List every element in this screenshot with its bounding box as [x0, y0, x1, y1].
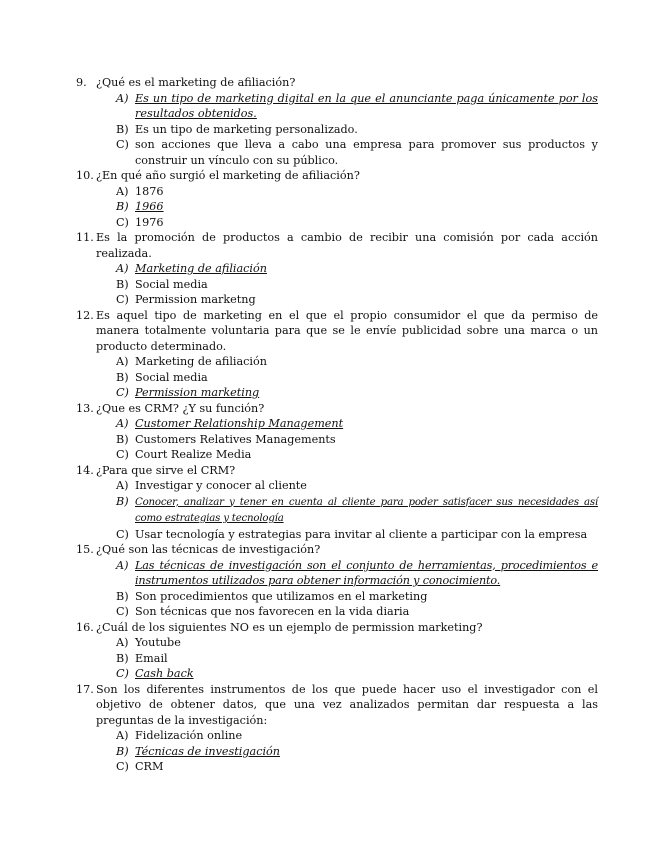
question-item: [76, 463, 598, 479]
question-number: 12.: [76, 308, 94, 322]
option-letter: A): [116, 355, 129, 368]
option-text: son acciones que lleva a cabo una empresa para promover sus productos y construir un vínculo con su público.: [135, 138, 598, 167]
option-text: Son técnicas que nos favorecen en la vida diaria: [135, 605, 410, 618]
option-text: Permission marketng: [135, 293, 256, 306]
option-letter: C): [116, 605, 129, 618]
answer-options: [76, 91, 655, 169]
question-block: [0, 230, 655, 308]
question-item: [76, 308, 598, 355]
question-number: 9.: [76, 76, 87, 89]
question-block: [0, 401, 655, 463]
answer-option-correct: [76, 666, 598, 682]
option-letter: C): [116, 293, 129, 306]
answer-options: [76, 184, 655, 231]
answer-option: [76, 759, 598, 775]
option-text: Marketing de afiliación: [135, 355, 267, 368]
option-text: 1876: [135, 184, 164, 198]
option-letter: C): [116, 215, 129, 229]
question-item: [76, 230, 598, 261]
option-letter: C): [116, 667, 129, 680]
option-text: Email: [135, 651, 168, 665]
answer-option: [76, 527, 598, 543]
question-number: 16.: [76, 620, 94, 634]
option-text: CRM: [135, 760, 164, 773]
question-list: [0, 75, 655, 775]
question-number: 13.: [76, 401, 94, 415]
answer-options: [76, 261, 655, 308]
answer-options: [76, 416, 655, 463]
answer-option-correct: [76, 261, 598, 277]
answer-option: [76, 292, 598, 308]
answer-option: [76, 432, 598, 448]
answer-options: [76, 635, 655, 682]
option-letter: A): [116, 479, 129, 492]
question-block: [0, 308, 655, 401]
option-letter: C): [116, 386, 129, 399]
option-text: Es un tipo de marketing digital en la que el anunciante paga únicamente por los resultados obtenidos.: [135, 91, 598, 120]
option-text: 1976: [135, 215, 164, 229]
option-text: 1966: [135, 200, 164, 213]
question-number: 17.: [76, 682, 94, 696]
option-text: Fidelización online: [135, 729, 243, 742]
option-letter: C): [116, 527, 129, 541]
answer-options: [76, 478, 655, 542]
option-letter: B): [116, 744, 129, 758]
answer-option: [76, 728, 598, 744]
question-item: [76, 620, 598, 636]
answer-option: [76, 604, 598, 620]
question-text: Son los diferentes instrumentos de los que puede hacer uso el investigador con el objetivo de obtener datos, que una vez analizados permitan dar respuesta a las preguntas de la investigación:: [96, 682, 598, 727]
option-text: Conocer, analizar y tener en cuenta al cliente para poder satisfacer sus necesidades así como estrategias y tecnología: [135, 496, 598, 524]
option-text: Las técnicas de investigación son el conjunto de herramientas, procedimientos e instrumentos utilizados para obtener información y conocimiento.: [135, 558, 598, 587]
option-letter: A): [116, 636, 129, 649]
answer-option: [76, 122, 598, 138]
option-letter: C): [116, 448, 129, 461]
question-block: [0, 463, 655, 543]
answer-option-correct: [76, 558, 598, 589]
option-letter: A): [116, 417, 129, 430]
question-number: 11.: [76, 231, 94, 244]
option-letter: A): [116, 184, 129, 198]
option-text: Marketing de afiliación: [135, 262, 267, 275]
question-item: [76, 401, 598, 417]
option-text: Investigar y conocer al cliente: [135, 479, 307, 492]
answer-option: [76, 277, 598, 293]
question-item: [76, 542, 598, 558]
question-block: [0, 620, 655, 682]
answer-option-correct: [76, 385, 598, 401]
option-text: Customer Relationship Management: [135, 417, 344, 430]
option-text: Cash back: [135, 667, 194, 680]
option-text: Social media: [135, 370, 208, 384]
option-letter: A): [116, 91, 129, 105]
option-letter: B): [116, 651, 129, 665]
question-number: 10.: [76, 169, 94, 182]
question-text: Es aquel tipo de marketing en el que el propio consumidor el que da permiso de manera totalmente voluntaria para que se le envíe publicidad sobre una marca o un producto determinado.: [96, 308, 598, 353]
question-text: ¿Para que sirve el CRM?: [96, 463, 236, 477]
answer-option: [76, 184, 598, 200]
option-text: Permission marketing: [135, 386, 260, 399]
answer-option: [76, 478, 598, 494]
answer-options: [76, 354, 655, 401]
option-letter: B): [116, 200, 129, 213]
option-letter: B): [116, 277, 129, 291]
option-letter: B): [116, 370, 129, 384]
answer-option: [76, 635, 598, 651]
option-text: Técnicas de investigación: [135, 744, 280, 758]
answer-option-correct: [76, 494, 598, 527]
answer-option-correct: [76, 199, 598, 215]
option-text: Youtube: [135, 636, 181, 649]
option-letter: C): [116, 760, 129, 773]
option-letter: A): [116, 558, 129, 572]
answer-option-correct: [76, 91, 598, 122]
question-text: ¿En qué año surgió el marketing de afiliación?: [96, 169, 360, 182]
question-text: ¿Qué es el marketing de afiliación?: [96, 76, 296, 89]
answer-options: [76, 558, 655, 620]
question-item: [76, 168, 598, 184]
answer-option: [76, 370, 598, 386]
option-text: Customers Relatives Managements: [135, 432, 336, 446]
option-letter: B): [116, 589, 129, 603]
answer-option: [76, 589, 598, 605]
answer-option: [76, 651, 598, 667]
option-letter: A): [116, 262, 129, 275]
option-text: Es un tipo de marketing personalizado.: [135, 122, 358, 136]
question-block: [0, 75, 655, 168]
answer-option: [76, 447, 598, 463]
option-text: Social media: [135, 277, 208, 291]
answer-option-correct: [76, 416, 598, 432]
answer-option: [76, 137, 598, 168]
option-text: Court Realize Media: [135, 448, 252, 461]
question-item: [76, 682, 598, 729]
question-number: 14.: [76, 463, 94, 477]
answer-option: [76, 354, 598, 370]
option-letter: C): [116, 138, 129, 151]
option-letter: A): [116, 729, 129, 742]
option-text: Usar tecnología y estrategias para invitar al cliente a participar con la empresa: [135, 527, 588, 541]
answer-option: [76, 215, 598, 231]
answer-option-correct: [76, 744, 598, 760]
question-number: 15.: [76, 543, 94, 556]
question-text: Es la promoción de productos a cambio de recibir una comisión por cada acción realizada.: [96, 231, 598, 260]
option-letter: B): [116, 432, 129, 446]
question-text: ¿Qué son las técnicas de investigación?: [96, 543, 321, 556]
question-item: [76, 75, 598, 91]
question-block: [0, 168, 655, 230]
answer-options: [76, 728, 655, 775]
option-letter: B): [116, 122, 129, 136]
question-block: [0, 682, 655, 775]
question-block: [0, 542, 655, 620]
question-text: ¿Cuál de los siguientes NO es un ejemplo de permission marketing?: [96, 620, 483, 634]
option-text: Son procedimientos que utilizamos en el marketing: [135, 589, 428, 603]
option-letter: B): [116, 494, 129, 508]
question-text: ¿Que es CRM? ¿Y su función?: [96, 401, 265, 415]
